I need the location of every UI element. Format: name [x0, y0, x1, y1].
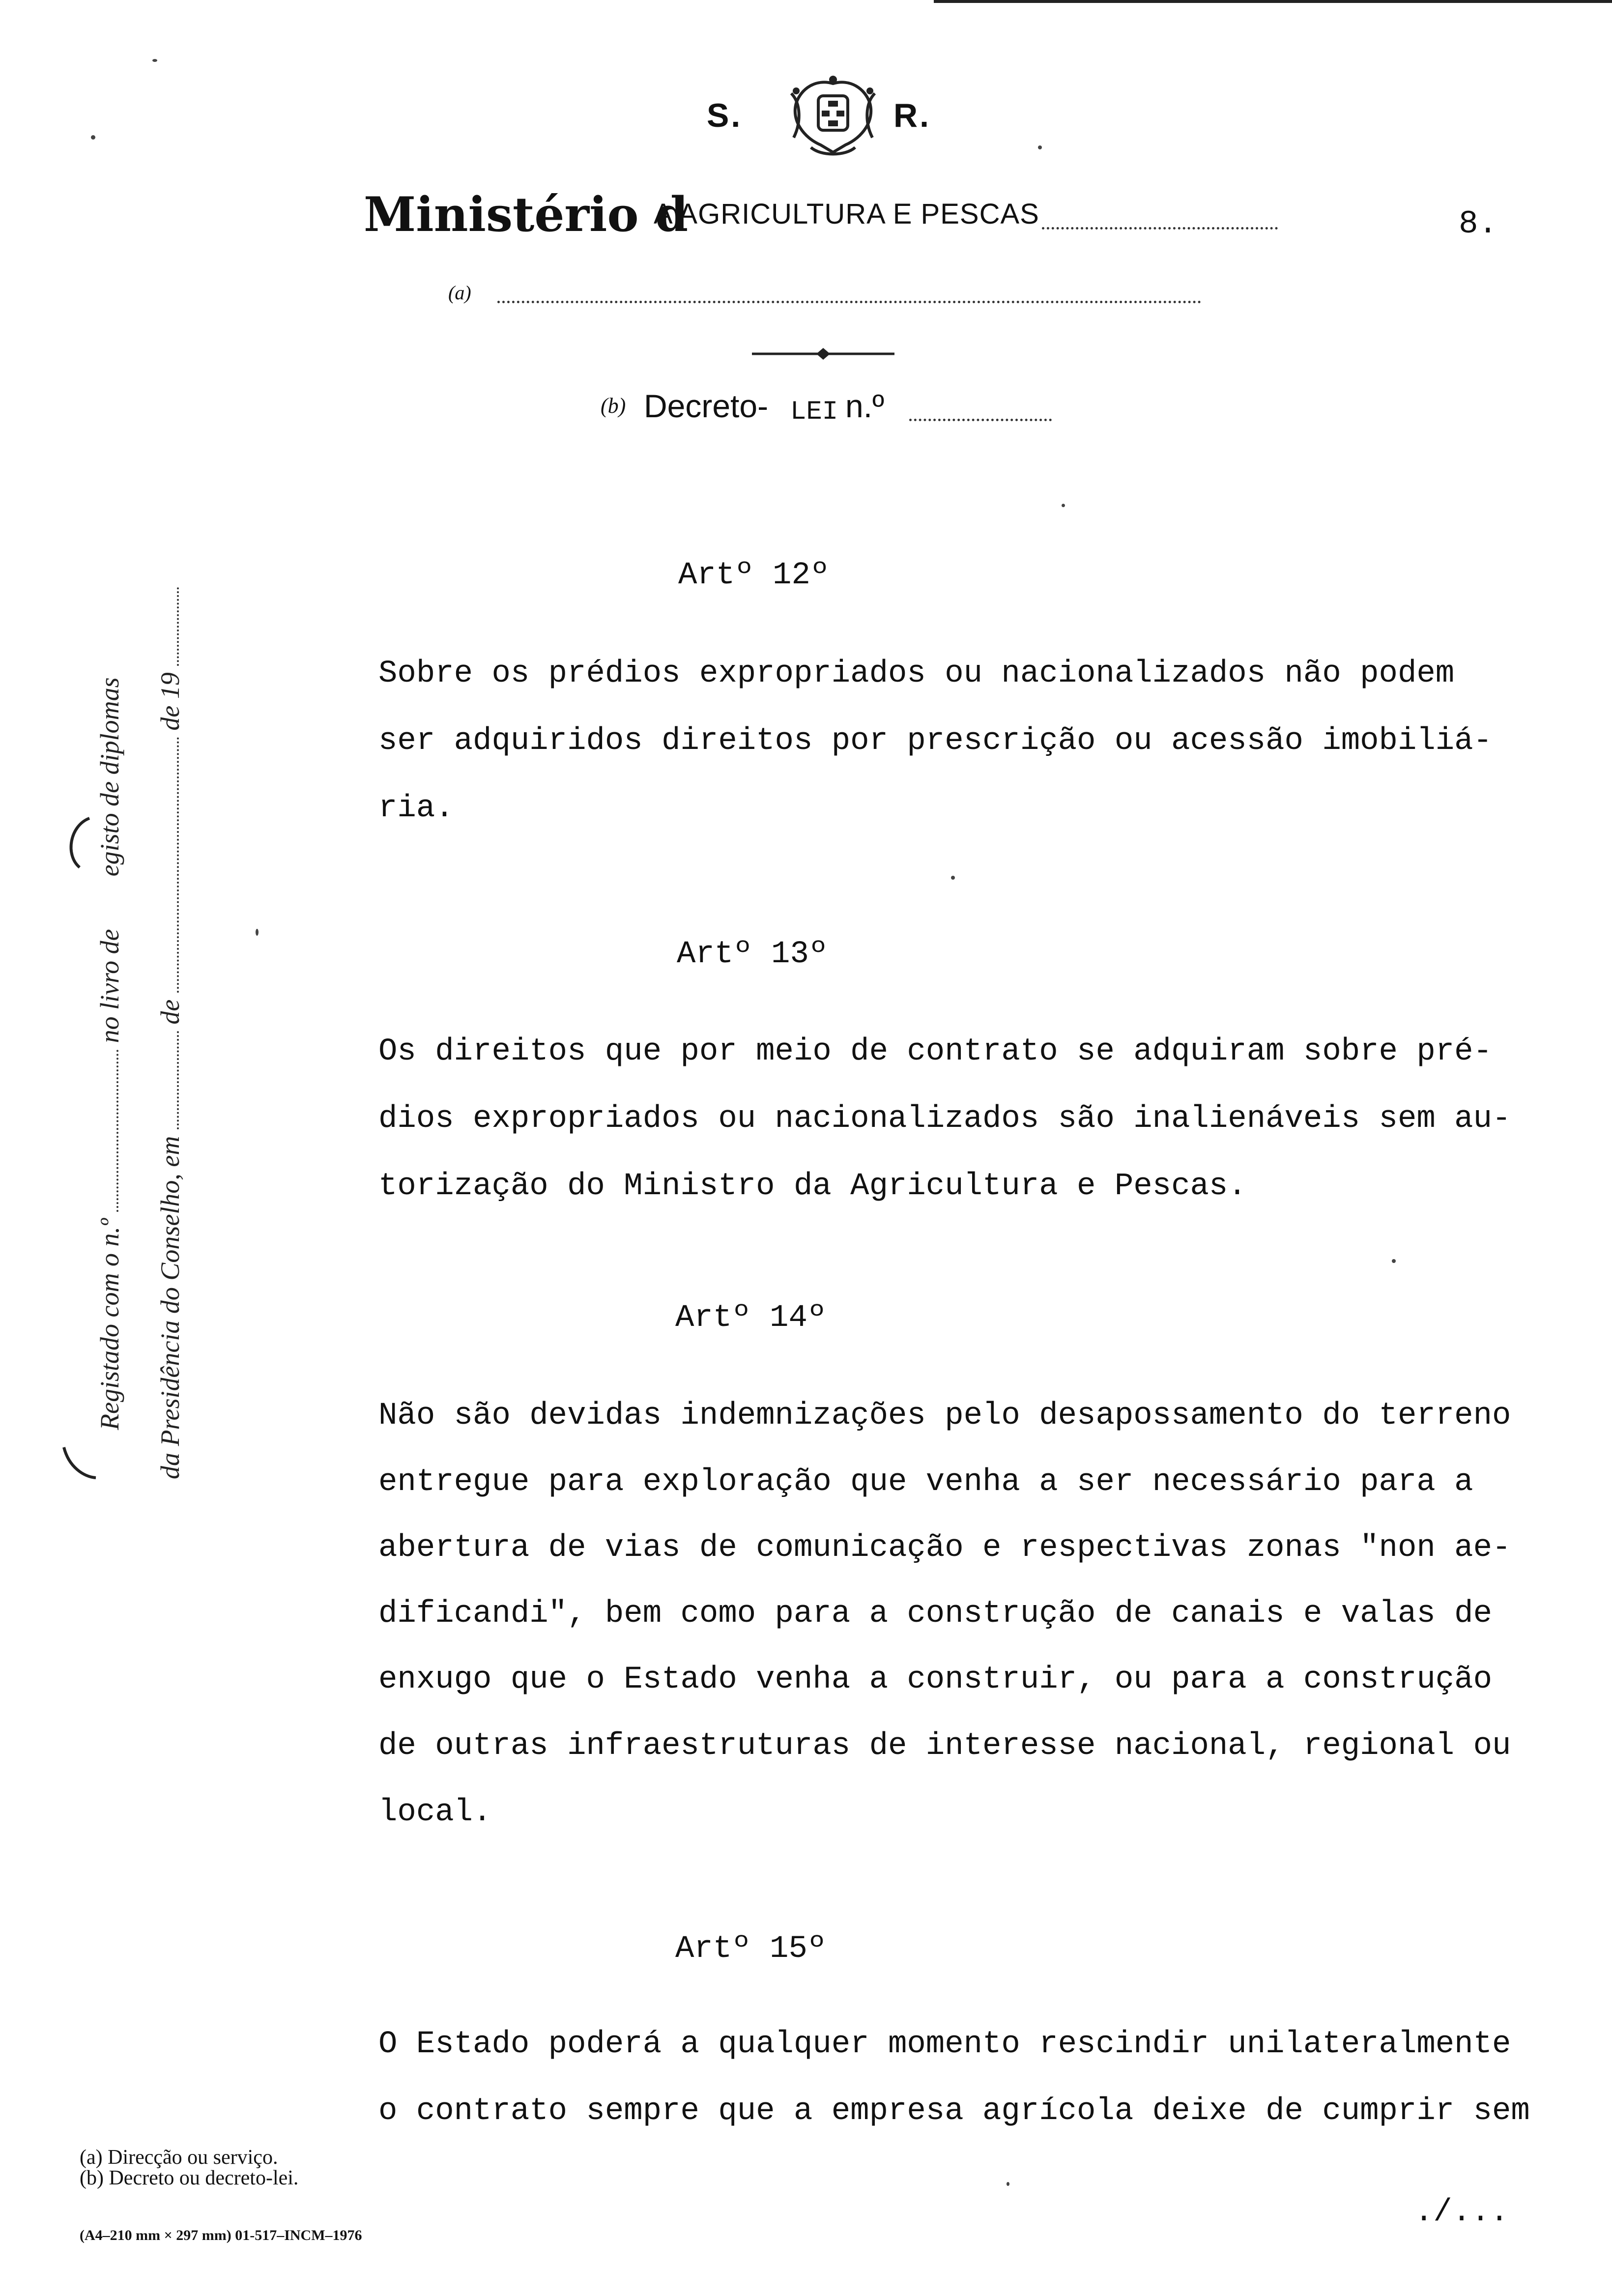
field-a-dotted-line	[497, 301, 1201, 303]
top-edge-rule	[934, 0, 1612, 3]
presidencia-date-dots	[177, 1031, 179, 1129]
registo-number-dots	[116, 1050, 118, 1212]
decreto-lei-typed: LEI	[790, 397, 838, 427]
footnote-b: (b) Decreto ou decreto-lei.	[80, 2167, 299, 2189]
scan-speck	[152, 59, 157, 62]
sr-left-letter: S.	[707, 97, 743, 134]
scan-speck	[1392, 1259, 1396, 1263]
article-14-line: local.	[378, 1795, 492, 1830]
bracket-top-mark	[60, 816, 94, 870]
article-15-line: o contrato sempre que a empresa agrícola deixe de cumprir sem	[378, 2094, 1530, 2129]
article-14-line: dificandi", bem como para a construção de canais e valas de	[378, 1596, 1492, 1632]
ministerio-dotted-line	[1042, 227, 1278, 230]
article-14-line: Não são devidas indemnizações pelo desapossamento do terreno	[378, 1398, 1511, 1434]
decreto-number-label: n.º	[845, 388, 885, 424]
scan-speck	[951, 876, 955, 880]
registo-text-2: no livro de	[95, 929, 124, 1043]
article-14-line: de outras infraestruturas de interesse nacional, regional ou	[378, 1728, 1511, 1764]
article-14-line: entregue para exploração que venha a ser necessário para a	[378, 1464, 1473, 1500]
footnote-a: (a) Direcção ou serviço.	[80, 2146, 278, 2169]
presidencia-year-dots	[177, 587, 179, 666]
article-14-line: enxugo que o Estado venha a construir, ou para a construção	[378, 1662, 1492, 1697]
decreto-dotted-line	[909, 419, 1052, 421]
ministerio-name: A AGRICULTURA E PESCAS	[654, 198, 1039, 230]
article-13-heading: Artº 13º	[677, 937, 828, 972]
article-12-line: ria.	[378, 791, 454, 826]
article-15-heading: Artº 15º	[675, 1931, 827, 1967]
presidencia-month-dots	[177, 737, 179, 993]
decreto-label: Decreto-	[644, 388, 769, 424]
article-12-heading: Artº 12º	[678, 558, 830, 593]
article-13-line: dios expropriados ou nacionalizados são inalienáveis sem au-	[378, 1101, 1511, 1137]
article-13-line: Os direitos que por meio de contrato se adquiram sobre pré-	[378, 1034, 1492, 1069]
coat-of-arms-emblem	[781, 74, 885, 157]
printer-imprint: (A4–210 mm × 297 mm) 01-517–INCM–1976	[80, 2227, 362, 2243]
field-a-label: (a)	[448, 282, 471, 304]
presidencia-text-1: da Presidência do Conselho, em	[155, 1136, 185, 1479]
presidencia-text-2: de	[155, 999, 185, 1025]
sr-right-letter: R.	[893, 97, 931, 134]
article-14-line: abertura de vias de comunicação e respectivas zonas "non ae-	[378, 1530, 1511, 1566]
ministerio-heading: Ministério d	[364, 187, 689, 242]
presidencia-margin-line	[155, 587, 185, 1479]
page-number: 8.	[1459, 205, 1498, 242]
registo-text-1: Registado com o n.º	[95, 1218, 124, 1430]
scan-speck	[91, 135, 95, 140]
article-12-line: ser adquiridos direitos por prescrição ou acessão imobiliá-	[378, 723, 1492, 759]
registo-text-3: egisto de diplomas	[95, 677, 124, 877]
ornamental-divider	[752, 344, 894, 364]
article-15-line: O Estado poderá a qualquer momento rescindir unilateralmente	[378, 2027, 1511, 2062]
scan-speck	[1062, 504, 1065, 507]
article-14-heading: Artº 14º	[675, 1300, 827, 1336]
scan-speck	[1007, 2182, 1009, 2186]
decreto-b-label: (b)	[601, 394, 626, 418]
scan-speck	[256, 929, 259, 936]
continues-marker: ./...	[1414, 2195, 1509, 2230]
scan-speck	[1038, 145, 1042, 149]
article-12-line: Sobre os prédios expropriados ou nacionalizados não podem	[378, 656, 1455, 691]
bracket-bottom-mark	[59, 1442, 98, 1482]
presidencia-text-3: de 19	[155, 672, 185, 731]
article-13-line: torização do Ministro da Agricultura e Pescas.	[378, 1169, 1247, 1204]
registo-margin-line	[94, 677, 125, 1430]
